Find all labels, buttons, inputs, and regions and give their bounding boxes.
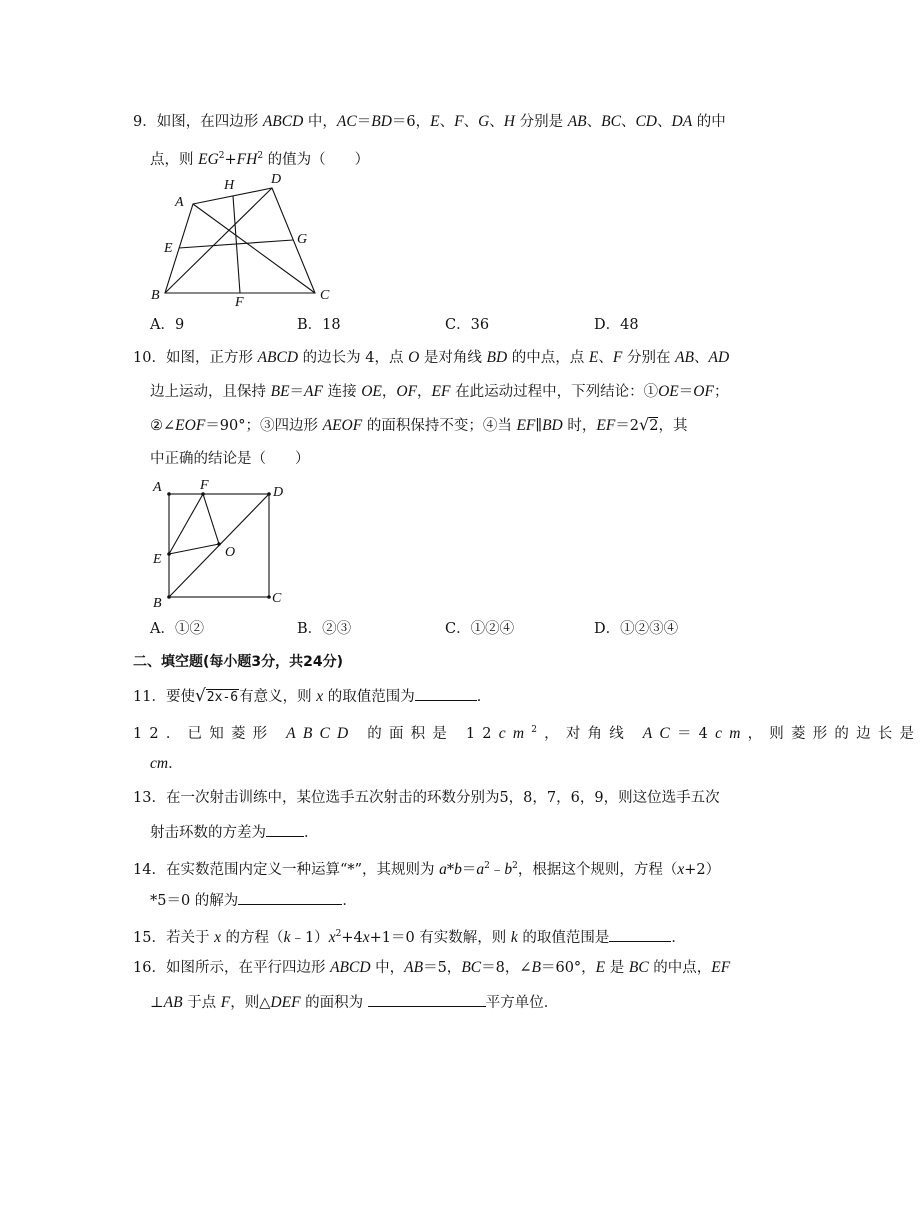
q10-label-f: F: [200, 478, 209, 493]
q10-label-d: D: [273, 485, 284, 500]
q13-line-1: 13．在一次射击训练中，某位选手五次射击的环数分别为5，8，7，6，9，则这位选手五次: [133, 790, 720, 806]
q15-blank[interactable]: [609, 927, 671, 942]
q16-line-2: ⊥AB 于点 F，则△DEF 的面积为 平方单位．: [150, 994, 559, 1011]
q15-line-1: 15．若关于 x 的方程$(k﹣1)x^2+4x+1=0$ 有实数解，则 k 的取值范围是 ．: [133, 928, 686, 946]
q12-line-1: 12．已知菱形 ABCD 的面积是 $12cm^2$，对角线 AC＝4cm，则菱形的边长是: [133, 724, 921, 742]
q9-label-f: F: [235, 295, 244, 310]
q9-label-a: A: [175, 195, 184, 210]
q9-label-e: E: [164, 241, 173, 256]
q10-line-3: ②∠EOF＝90°；③四边形 AEOF 的面积保持不变；④当 EF∥BD 时，EF＝2√2，其: [150, 415, 688, 434]
q10-label-a: A: [153, 480, 162, 495]
q16-blank[interactable]: [368, 992, 486, 1007]
q9-option-b[interactable]: B．18: [297, 317, 341, 333]
q9-option-d[interactable]: D．48: [594, 317, 639, 333]
q9-line-1: 9．如图，在四边形 ABCD 中，AC＝BD＝6，E、F、G、H 分别是 AB、BC、CD、DA 的中: [133, 113, 726, 130]
q11-radicand: 2x-6: [206, 690, 239, 705]
q9-option-c[interactable]: C．36: [445, 317, 490, 333]
q10-label-o: O: [225, 545, 236, 560]
q14-line-1: 14．在实数范围内定义一种运算“*”，其规则为 $a*b=a^2﹣b^2$，根据这个规则，方程（x+2）: [133, 860, 721, 878]
q10-label-e: E: [153, 552, 162, 567]
q9-label-g: G: [297, 232, 308, 247]
section-heading: 二、填空题(每小题3分，共24分): [133, 654, 344, 670]
q10-option-b[interactable]: B．②③: [297, 621, 352, 637]
q14-line-2: *5＝0 的解为 ．: [150, 890, 357, 911]
q13-blank[interactable]: [266, 822, 304, 837]
q9-option-a[interactable]: A．9: [150, 317, 185, 333]
q9-label-d: D: [271, 172, 282, 187]
q9-label-h: H: [224, 178, 235, 193]
q10-option-d[interactable]: D．①②③④: [594, 621, 679, 637]
q11: 11．要使√2x-6有意义，则 x 的取值范围为 ．: [133, 686, 492, 706]
q11-blank[interactable]: [415, 686, 477, 701]
q9-line-2: 点，则 $EG^2+FH^2$ 的值为（ ）: [150, 150, 370, 168]
q16-line-1: 16．如图所示，在平行四边形 ABCD 中，AB＝5，BC＝8，∠B＝60°，E 是 BC 的中点，EF: [133, 959, 731, 976]
q10-figure: [145, 474, 295, 614]
q10-line-4: 中正确的结论是（ ）: [150, 451, 310, 467]
q13-line-2: 射击环数的方差为 ．: [150, 822, 319, 843]
q10-line-2: 边上运动，且保持 BE＝AF 连接 OE，OF，EF 在此运动过程中，下列结论：①OE＝OF；: [150, 383, 729, 400]
q10-option-c[interactable]: C．①②④: [445, 621, 515, 637]
q9-label-b: B: [151, 288, 160, 303]
q9-label-c: C: [320, 288, 330, 303]
q10-line-1: 10．如图，正方形 ABCD 的边长为 4，点 O 是对角线 BD 的中点，点 E、F 分别在 AB、AD: [133, 349, 730, 366]
q12-line-2: cm．: [150, 755, 183, 772]
q10-option-a[interactable]: A．①②: [150, 621, 204, 637]
q14-blank[interactable]: [238, 890, 342, 905]
q9-figure: [145, 168, 345, 308]
q10-label-c: C: [272, 591, 282, 606]
q10-label-b: B: [153, 596, 162, 611]
